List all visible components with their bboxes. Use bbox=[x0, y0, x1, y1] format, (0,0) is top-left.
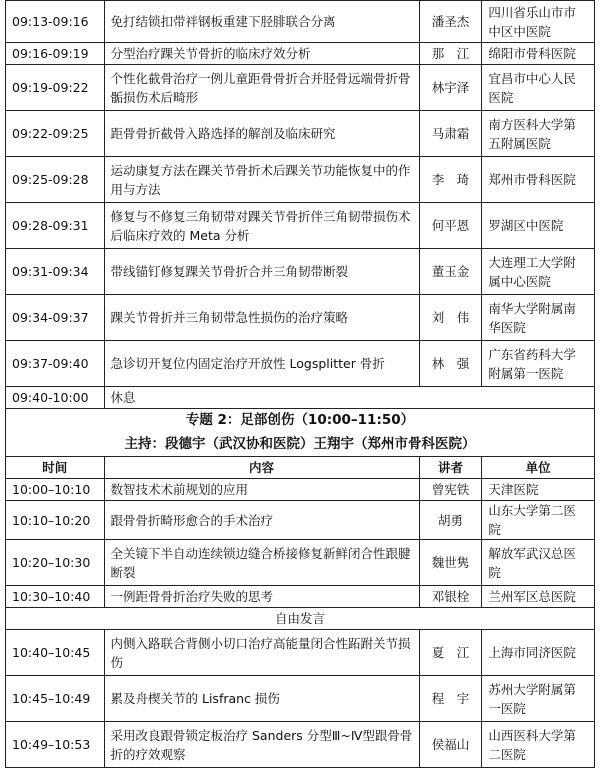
time-cell: 09:28-09:31 bbox=[6, 203, 105, 249]
speaker-cell: 那 江 bbox=[419, 43, 482, 65]
unit-cell: 上海市同济医院 bbox=[482, 630, 595, 676]
topic-cell: 一例距骨骨折治疗失败的思考 bbox=[104, 586, 419, 608]
time-cell: 10:10–10:20 bbox=[6, 501, 105, 540]
speaker-cell: 邓银栓 bbox=[419, 586, 482, 608]
speaker-cell: 马肃霜 bbox=[419, 111, 482, 157]
unit-cell: 罗湖区中医院 bbox=[482, 203, 595, 249]
time-cell: 10:40–10:45 bbox=[6, 630, 105, 676]
speaker-cell: 曾宪铁 bbox=[419, 479, 482, 501]
table-row bbox=[6, 295, 595, 341]
table-row bbox=[6, 341, 595, 387]
unit-cell: 宜昌市中心人民医院 bbox=[482, 65, 595, 111]
break-time: 09:40-10:00 bbox=[6, 387, 105, 409]
speaker-cell: 魏世隽 bbox=[419, 540, 482, 586]
topic-cell: 距骨骨折截骨入路选择的解剖及临床研究 bbox=[104, 111, 419, 157]
speaker-cell: 胡勇 bbox=[419, 501, 482, 540]
unit-cell: 大连理工大学附属中心医院 bbox=[482, 249, 595, 295]
table-row bbox=[6, 676, 595, 722]
speaker-cell: 李 琦 bbox=[419, 157, 482, 203]
header-row bbox=[6, 457, 595, 479]
header-speaker: 讲者 bbox=[419, 457, 482, 479]
break-label: 休息 bbox=[104, 387, 594, 409]
time-cell: 09:16-09:19 bbox=[6, 43, 105, 65]
rows-a bbox=[6, 1, 595, 409]
speaker-cell: 夏 江 bbox=[419, 630, 482, 676]
time-cell: 09:22-09:25 bbox=[6, 111, 105, 157]
topic-cell: 分型治疗踝关节骨折的临床疗效分析 bbox=[104, 43, 419, 65]
unit-cell: 解放军武汉总医院 bbox=[482, 540, 595, 586]
free-talk-label: 自由发言 bbox=[6, 608, 595, 630]
unit-cell: 绵阳市骨科医院 bbox=[482, 43, 595, 65]
header-time: 时间 bbox=[6, 457, 105, 479]
topic-cell: 累及舟楔关节的 Lisfranc 损伤 bbox=[104, 676, 419, 722]
table-row bbox=[6, 540, 595, 586]
header-topic: 内容 bbox=[104, 457, 419, 479]
session-chairs-row bbox=[6, 433, 595, 457]
table-row bbox=[6, 630, 595, 676]
time-cell: 10:45–10:49 bbox=[6, 676, 105, 722]
speaker-cell: 潘圣杰 bbox=[419, 1, 482, 43]
topic-cell: 带线锚钉修复踝关节骨折合并三角韧带断裂 bbox=[104, 249, 419, 295]
topic-cell: 运动康复方法在踝关节骨折术后踝关节功能恢复中的作用与方法 bbox=[104, 157, 419, 203]
time-cell: 10:20–10:30 bbox=[6, 540, 105, 586]
topic-cell: 个性化截骨治疗一例儿童距骨骨折合并胫骨远端骨折骨骺损伤术后畸形 bbox=[104, 65, 419, 111]
speaker-cell: 程 宇 bbox=[419, 676, 482, 722]
table-row bbox=[6, 43, 595, 65]
topic-cell: 全关镜下半自动连续锁边缝合桥接修复新鲜闭合性跟腱断裂 bbox=[104, 540, 419, 586]
unit-cell: 山东大学第二医院 bbox=[482, 501, 595, 540]
rows-c bbox=[6, 630, 595, 768]
time-cell: 10:00–10:10 bbox=[6, 479, 105, 501]
table-row bbox=[6, 501, 595, 540]
time-cell: 09:37-09:40 bbox=[6, 341, 105, 387]
time-cell: 09:19-09:22 bbox=[6, 65, 105, 111]
unit-cell: 天津医院 bbox=[482, 479, 595, 501]
session-banner bbox=[6, 409, 595, 457]
table-row bbox=[6, 203, 595, 249]
unit-cell: 苏州大学附属第一医院 bbox=[482, 676, 595, 722]
topic-cell: 免打结锁扣带袢钢板重建下胫腓联合分离 bbox=[104, 1, 419, 43]
session-title: 专题 2：足部创伤（10:00–11:50） bbox=[6, 409, 595, 433]
table-row bbox=[6, 65, 595, 111]
unit-cell: 南方医科大学第五附属医院 bbox=[482, 111, 595, 157]
rows-b bbox=[6, 457, 595, 630]
speaker-cell: 林 强 bbox=[419, 341, 482, 387]
header-unit: 单位 bbox=[482, 457, 595, 479]
unit-cell: 郑州市骨科医院 bbox=[482, 157, 595, 203]
schedule-table bbox=[5, 0, 595, 768]
speaker-cell: 董玉金 bbox=[419, 249, 482, 295]
time-cell: 09:31-09:34 bbox=[6, 249, 105, 295]
time-cell: 10:30–10:40 bbox=[6, 586, 105, 608]
speaker-cell: 侯福山 bbox=[419, 722, 482, 768]
program-sheet bbox=[5, 0, 595, 768]
time-cell: 09:13-09:16 bbox=[6, 1, 105, 43]
topic-cell: 修复与不修复三角韧带对踝关节骨折伴三角韧带损伤术后临床疗效的 Meta 分析 bbox=[104, 203, 419, 249]
speaker-cell: 何平恩 bbox=[419, 203, 482, 249]
table-row bbox=[6, 1, 595, 43]
session-chairs: 主持：段德宇（武汉协和医院）王翔宇（郑州市骨科医院） bbox=[6, 433, 595, 457]
time-cell: 09:34-09:37 bbox=[6, 295, 105, 341]
unit-cell: 兰州军区总医院 bbox=[482, 586, 595, 608]
unit-cell: 四川省乐山市市中区中医院 bbox=[482, 1, 595, 43]
time-cell: 09:25-09:28 bbox=[6, 157, 105, 203]
time-cell: 10:49–10:53 bbox=[6, 722, 105, 768]
topic-cell: 数智技术术前规划的应用 bbox=[104, 479, 419, 501]
unit-cell: 南华大学附属南华医院 bbox=[482, 295, 595, 341]
topic-cell: 踝关节骨折并三角韧带急性损伤的治疗策略 bbox=[104, 295, 419, 341]
table-row bbox=[6, 586, 595, 608]
table-row bbox=[6, 479, 595, 501]
speaker-cell: 林宇泽 bbox=[419, 65, 482, 111]
topic-cell: 内侧入路联合背侧小切口治疗高能量闭合性跖跗关节损伤 bbox=[104, 630, 419, 676]
topic-cell: 采用改良跟骨锁定板治疗 Sanders 分型Ⅲ~Ⅳ型跟骨骨折的疗效观察 bbox=[104, 722, 419, 768]
session-title-row bbox=[6, 409, 595, 433]
break-row bbox=[6, 387, 595, 409]
speaker-cell: 刘 伟 bbox=[419, 295, 482, 341]
table-row bbox=[6, 249, 595, 295]
table-row bbox=[6, 111, 595, 157]
unit-cell: 广东省药科大学附属第一医院 bbox=[482, 341, 595, 387]
unit-cell: 山西医科大学第二医院 bbox=[482, 722, 595, 768]
topic-cell: 跟骨骨折畸形愈合的手术治疗 bbox=[104, 501, 419, 540]
free-talk-row bbox=[6, 608, 595, 630]
table-row bbox=[6, 722, 595, 768]
topic-cell: 急诊切开复位内固定治疗开放性 Logsplitter 骨折 bbox=[104, 341, 419, 387]
table-row bbox=[6, 157, 595, 203]
